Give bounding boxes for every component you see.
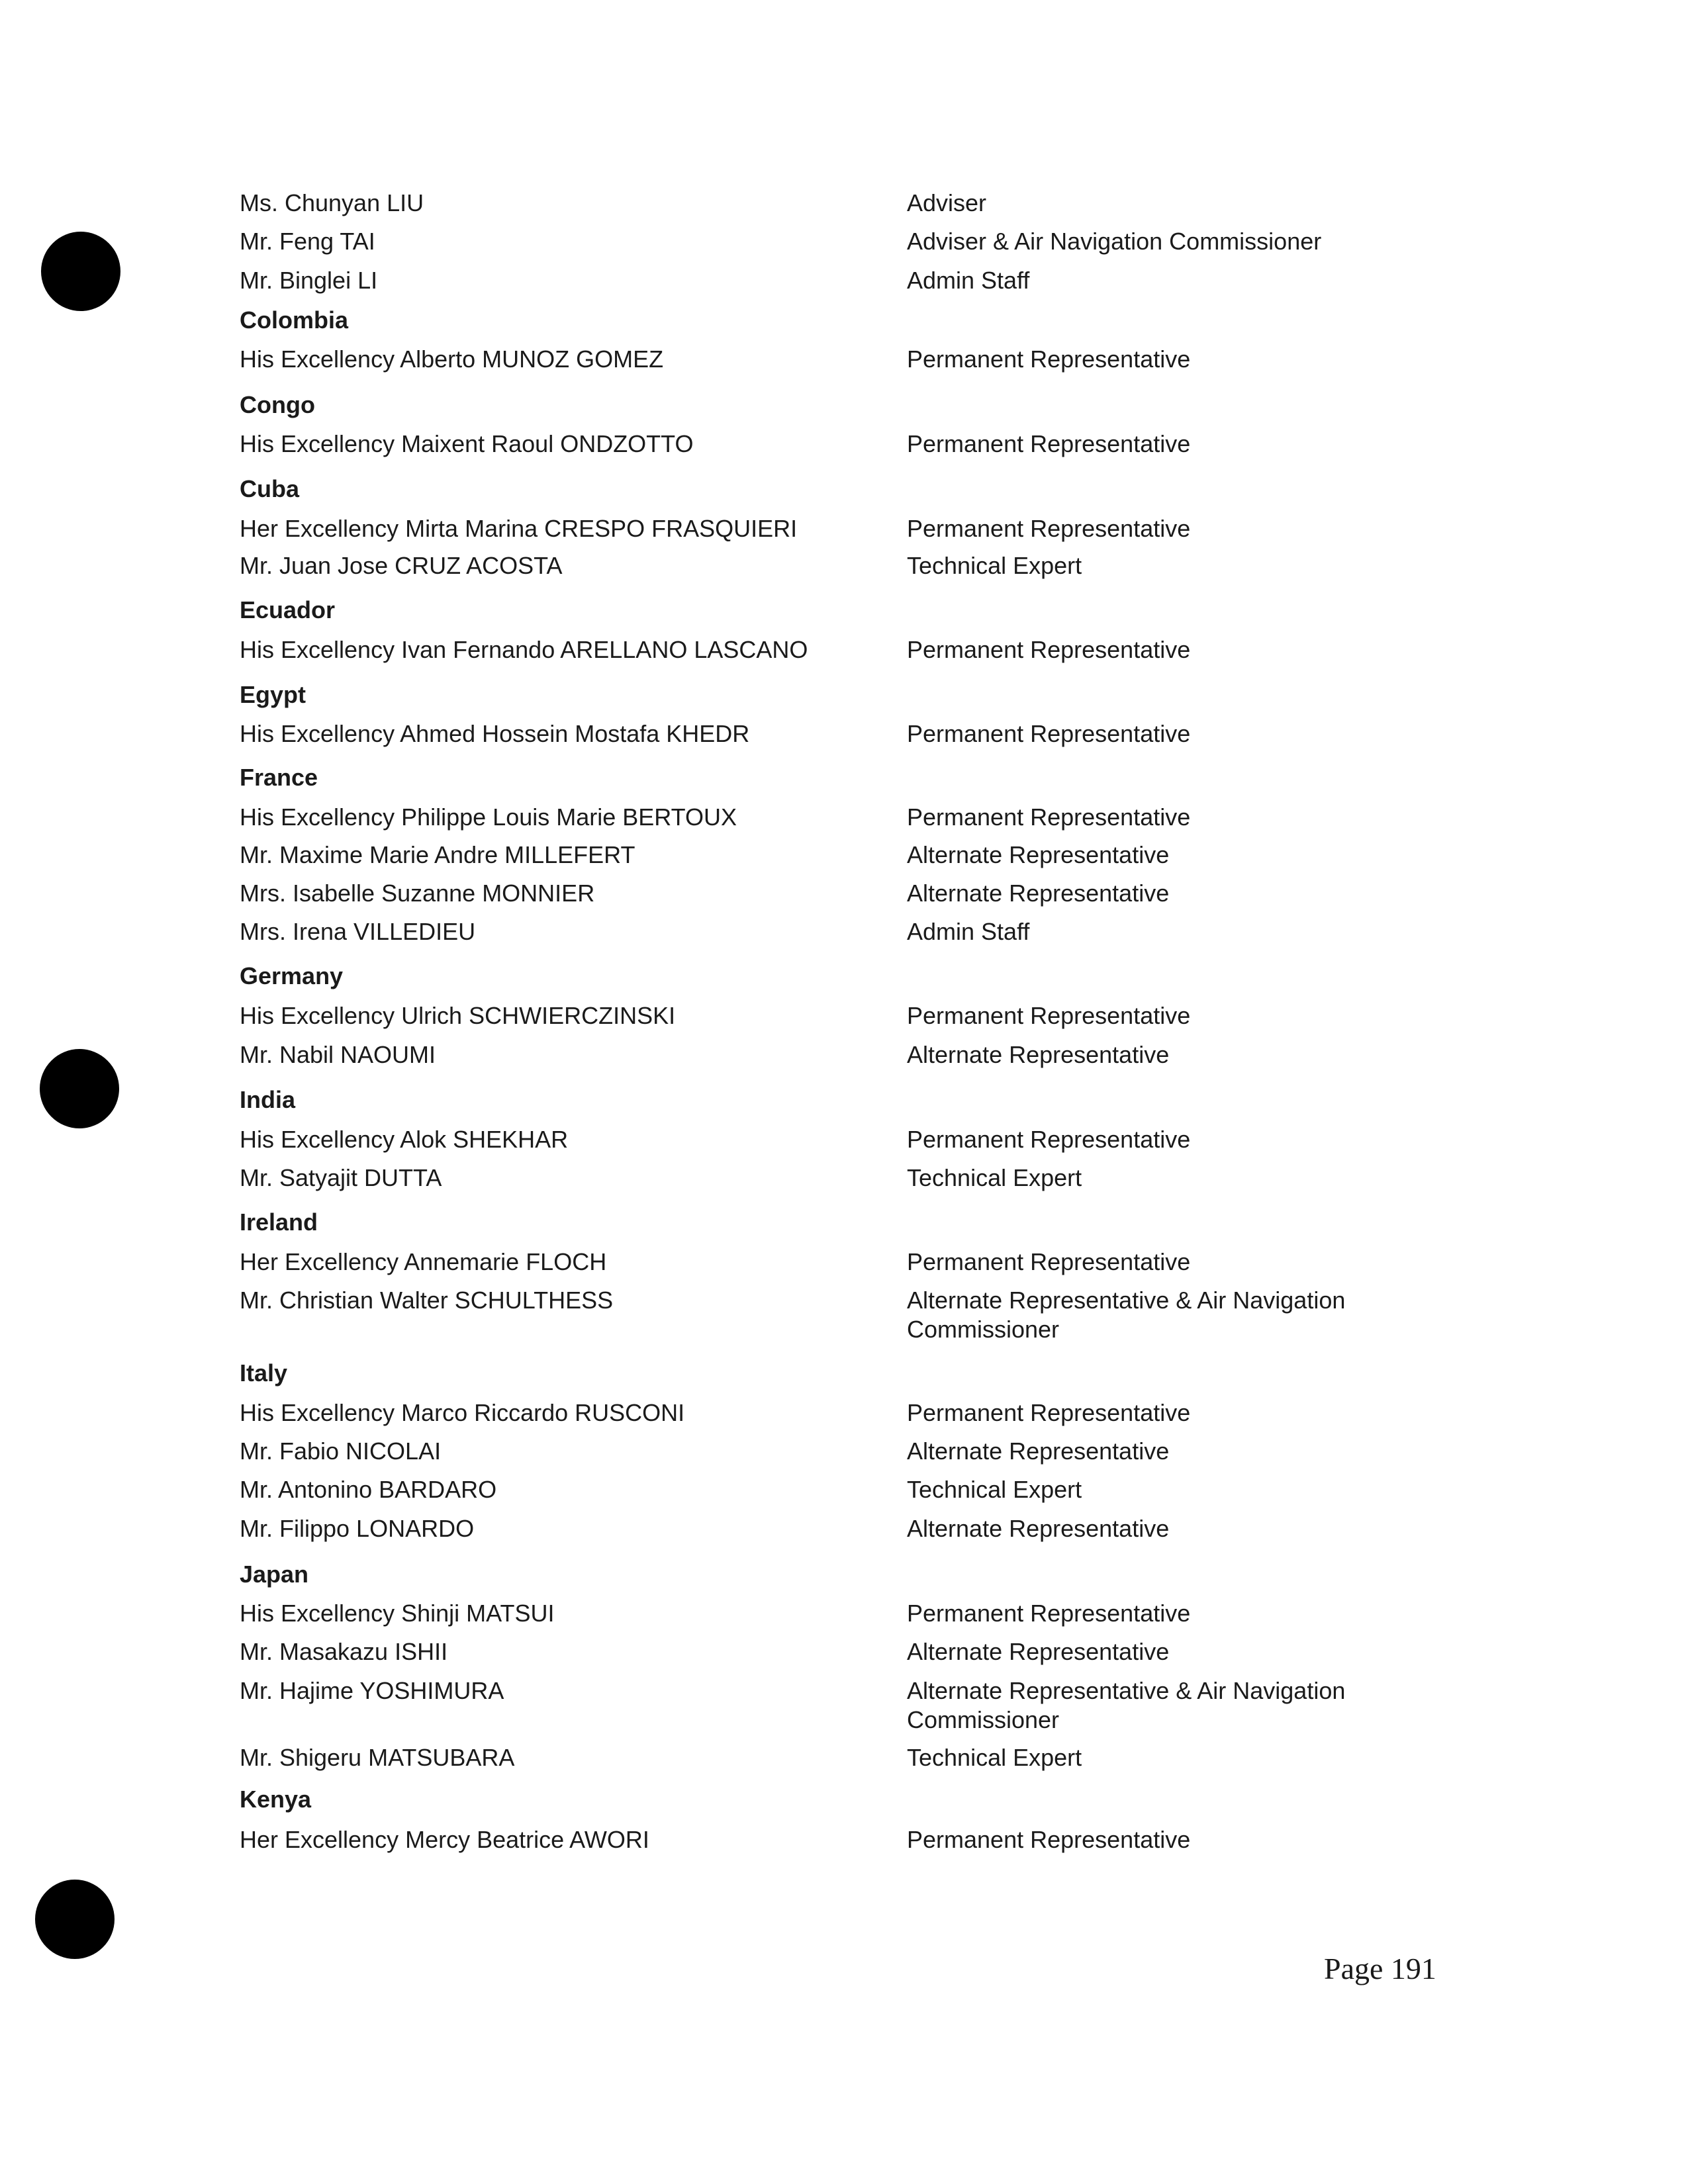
delegate-name: Mrs. Irena VILLEDIEU [240,918,476,945]
delegate-name: Mr. Binglei LI [240,267,378,294]
delegate-role: Permanent Representative [907,1248,1191,1275]
country-heading: Ecuador [240,596,336,623]
country-heading: Cuba [240,475,299,502]
delegate-name: His Excellency Alberto MUNOZ GOMEZ [240,345,664,373]
delegate-role: Permanent Representative [907,720,1191,747]
delegate-name: His Excellency Philippe Louis Marie BERTOUX [240,803,737,831]
delegate-name: His Excellency Ulrich SCHWIERCZINSKI [240,1002,676,1029]
delegate-name: Mr. Masakazu ISHII [240,1638,448,1665]
delegate-name: Mr. Christian Walter SCHULTHESS [240,1287,614,1314]
delegate-role: Alternate Representative [907,1515,1170,1542]
punch-hole-middle [40,1049,119,1128]
delegate-name: Mr. Fabio NICOLAI [240,1437,442,1465]
delegate-role: Technical Expert [907,552,1082,579]
delegate-name: Mr. Shigeru MATSUBARA [240,1744,515,1771]
delegate-name: His Excellency Ahmed Hossein Mostafa KHEDR [240,720,750,747]
delegate-name: Mr. Hajime YOSHIMURA [240,1677,504,1704]
page-number: Page 191 [1324,1952,1436,1985]
country-heading: Colombia [240,306,349,334]
delegate-role: Alternate Representative [907,1638,1170,1665]
country-heading: Ireland [240,1208,318,1236]
country-heading: Kenya [240,1786,312,1813]
delegate-name: Her Excellency Annemarie FLOCH [240,1248,607,1275]
country-heading: India [240,1086,296,1113]
delegate-role: Alternate Representative & Air Navigation Commissioner [907,1677,1346,1733]
delegate-role: Permanent Representative [907,1399,1191,1426]
delegate-role: Alternate Representative [907,1041,1170,1068]
delegate-name: Mrs. Isabelle Suzanne MONNIER [240,880,595,907]
punch-hole-bottom [35,1880,115,1959]
delegate-name: Mr. Filippo LONARDO [240,1515,475,1542]
delegate-role: Permanent Representative [907,345,1191,373]
delegate-role: Permanent Representative [907,1126,1191,1153]
delegate-name: Ms. Chunyan LIU [240,189,424,216]
delegate-role: Permanent Representative [907,1600,1191,1627]
delegate-name: Mr. Feng TAI [240,228,375,255]
delegate-name: Mr. Juan Jose CRUZ ACOSTA [240,552,563,579]
delegate-role: Adviser & Air Navigation Commissioner [907,228,1322,255]
delegate-role: Technical Expert [907,1164,1082,1191]
delegate-name: His Excellency Ivan Fernando ARELLANO LASCANO [240,636,808,663]
country-heading: Italy [240,1359,288,1387]
delegate-name: Mr. Antonino BARDARO [240,1476,497,1503]
delegate-role: Permanent Representative [907,1002,1191,1029]
delegate-name: Mr. Satyajit DUTTA [240,1164,442,1191]
punch-hole-top [41,232,120,311]
delegate-role: Permanent Representative [907,515,1191,542]
country-heading: France [240,764,318,791]
delegate-role: Admin Staff [907,918,1030,945]
delegate-role: Alternate Representative & Air Navigation Commissioner [907,1287,1346,1343]
delegate-name: Her Excellency Mercy Beatrice AWORI [240,1826,649,1853]
delegate-role: Adviser [907,189,987,216]
delegate-name: Mr. Nabil NAOUMI [240,1041,436,1068]
delegate-name: Mr. Maxime Marie Andre MILLEFERT [240,841,635,868]
delegate-role: Permanent Representative [907,1826,1191,1853]
delegate-role: Alternate Representative [907,1437,1170,1465]
delegate-role: Alternate Representative [907,841,1170,868]
delegate-role: Permanent Representative [907,430,1191,457]
country-heading: Germany [240,962,344,989]
delegate-name: His Excellency Shinji MATSUI [240,1600,555,1627]
country-heading: Congo [240,391,315,418]
country-heading: Japan [240,1561,309,1588]
delegate-name: Her Excellency Mirta Marina CRESPO FRASQUIERI [240,515,798,542]
delegate-role: Admin Staff [907,267,1030,294]
delegate-role: Technical Expert [907,1476,1082,1503]
delegate-role: Alternate Representative [907,880,1170,907]
delegate-role: Permanent Representative [907,803,1191,831]
delegate-role: Technical Expert [907,1744,1082,1771]
delegate-name: His Excellency Maixent Raoul ONDZOTTO [240,430,694,457]
delegate-name: His Excellency Alok SHEKHAR [240,1126,569,1153]
country-heading: Egypt [240,681,306,708]
delegate-role: Permanent Representative [907,636,1191,663]
delegate-name: His Excellency Marco Riccardo RUSCONI [240,1399,685,1426]
